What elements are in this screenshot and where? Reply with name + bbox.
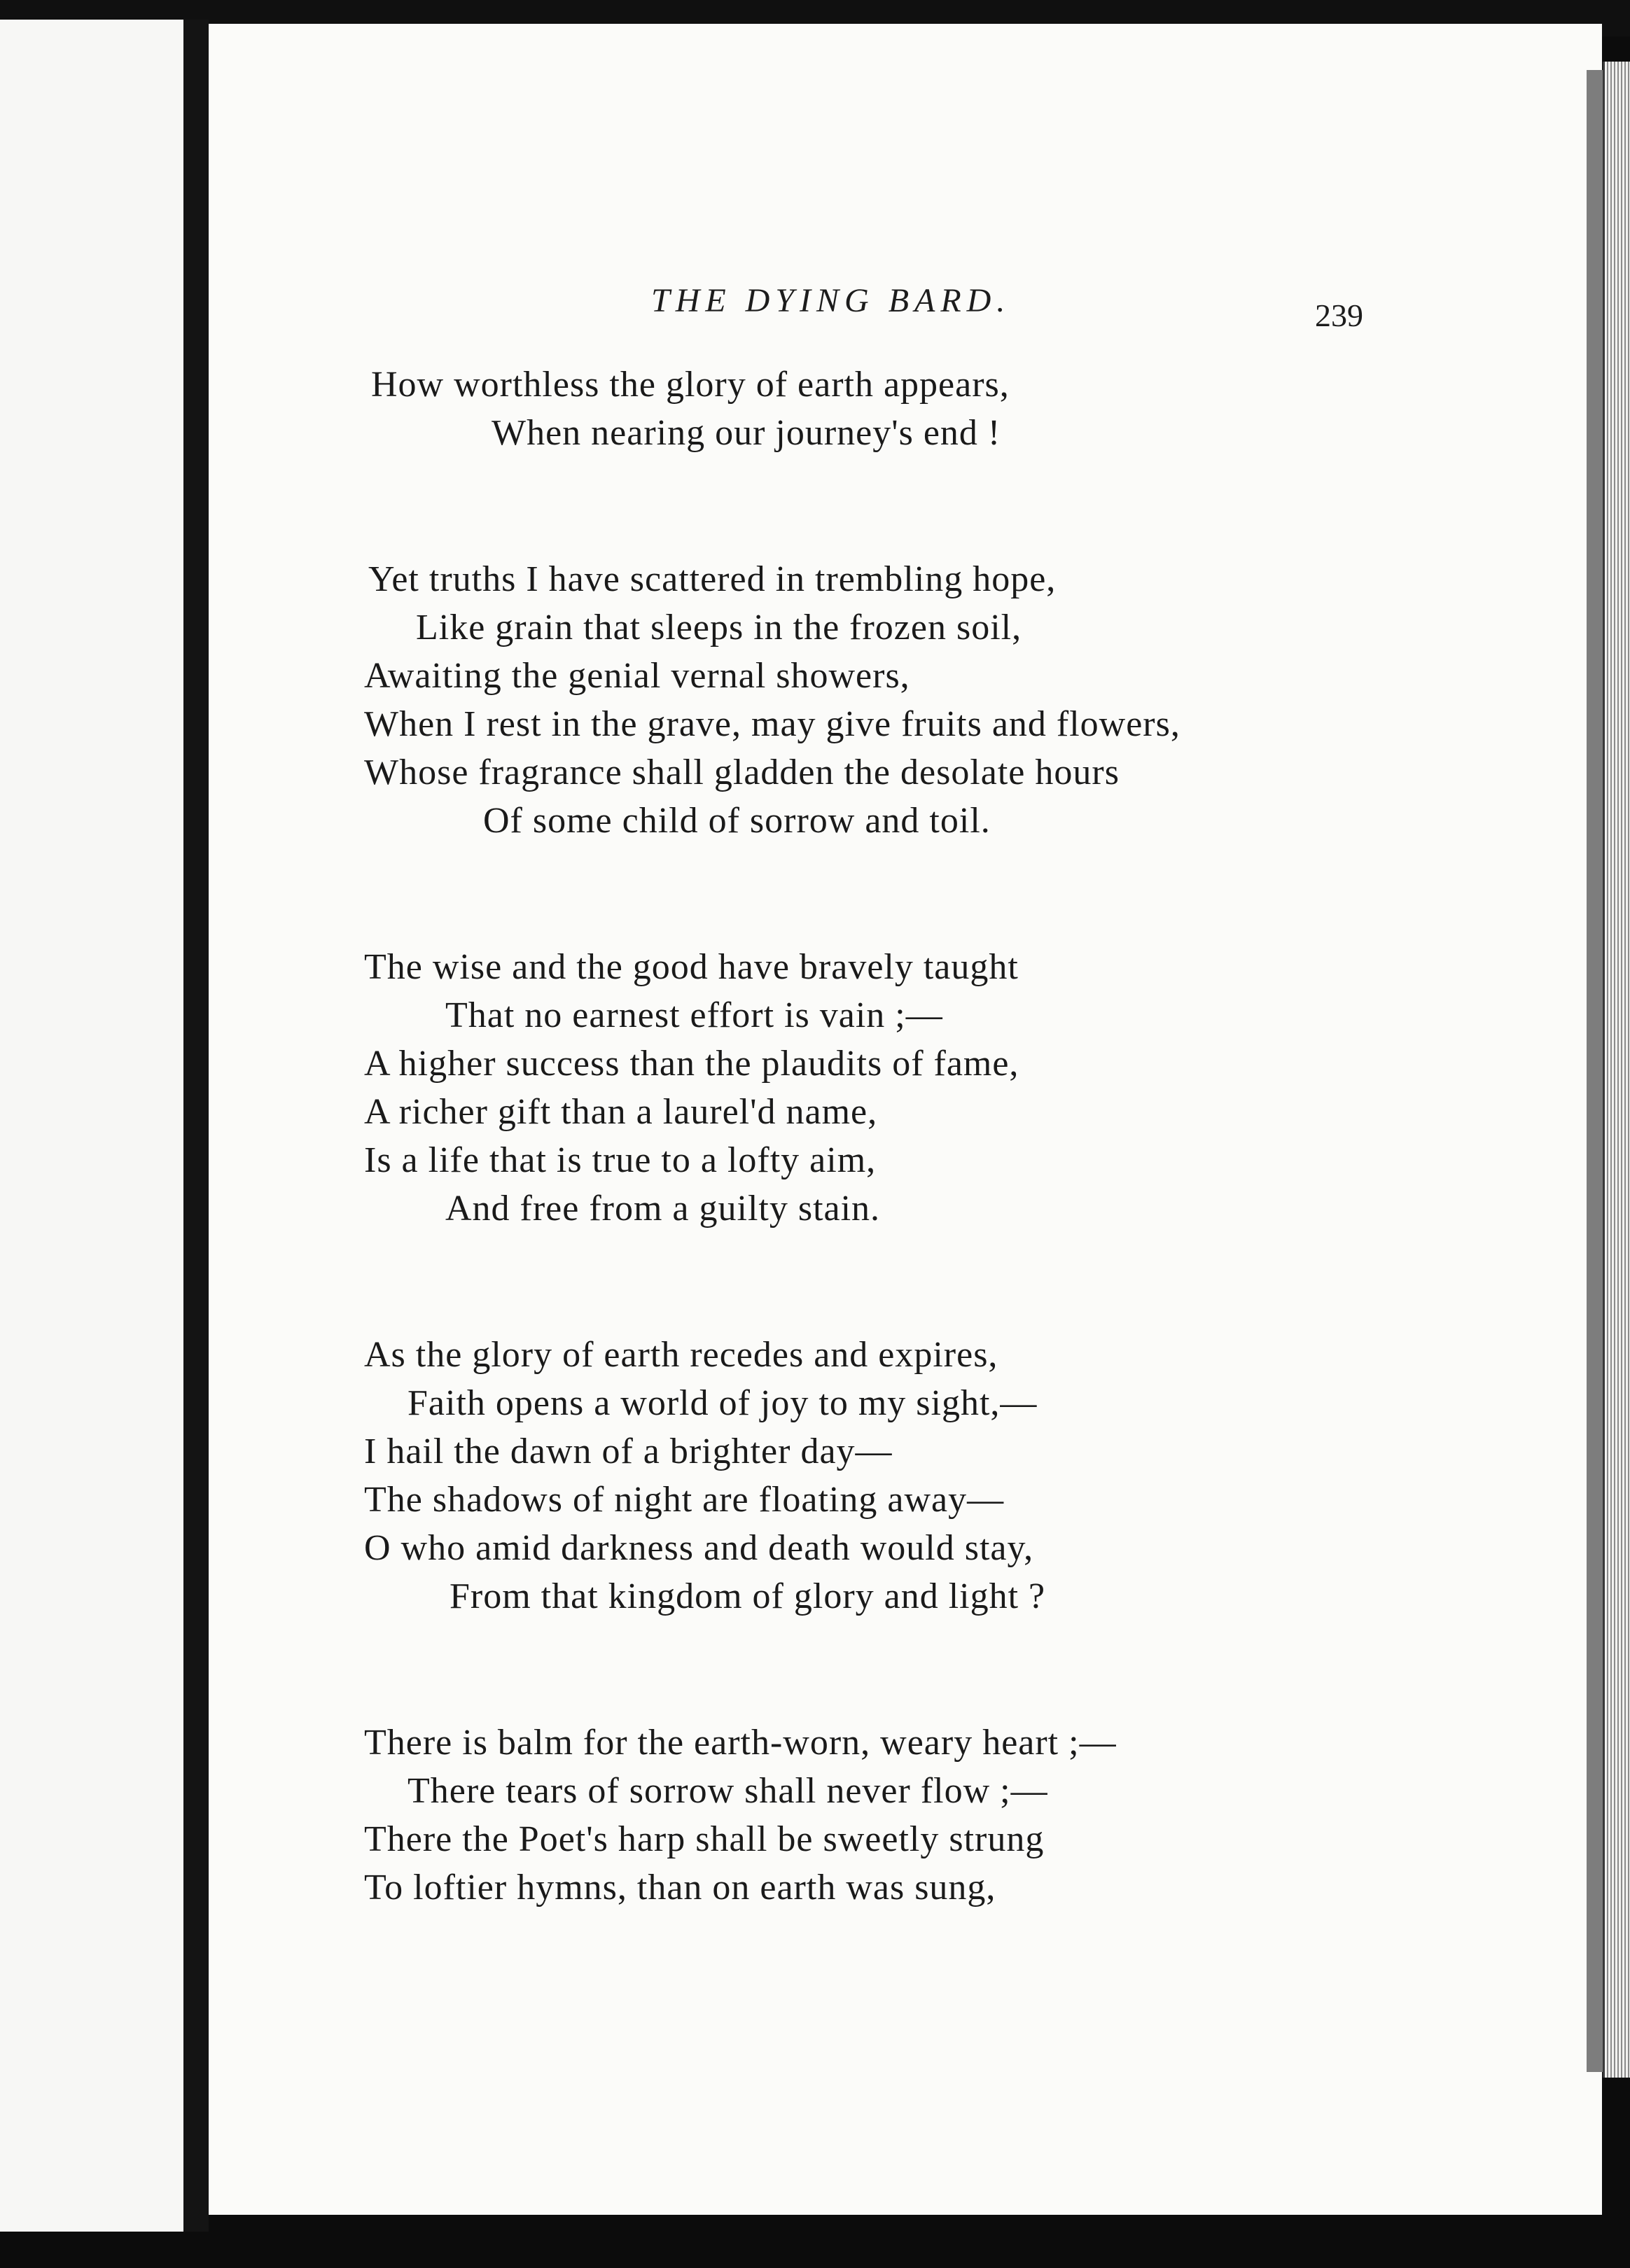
poem-line: And free from a guilty stain. bbox=[445, 1189, 881, 1228]
poem-line: From that kingdom of glory and light ? bbox=[450, 1576, 1046, 1616]
poem-line: Whose fragrance shall gladden the desolate hours bbox=[364, 752, 1120, 792]
poem-line: As the glory of earth recedes and expires, bbox=[364, 1335, 998, 1375]
running-head-title: THE DYING BARD. bbox=[651, 282, 1011, 319]
poem-line: I hail the dawn of a brighter day— bbox=[364, 1432, 893, 1471]
poem-body bbox=[364, 360, 1414, 2010]
page-number: 239 bbox=[1315, 298, 1363, 333]
poem-line: Faith opens a world of joy to my sight,— bbox=[408, 1383, 1038, 1423]
poem-line: When I rest in the grave, may give fruits and flowers, bbox=[364, 704, 1180, 744]
stanza bbox=[364, 555, 1414, 845]
poem-line: That no earnest effort is vain ;— bbox=[445, 995, 943, 1035]
poem-line: A higher success than the plaudits of fame, bbox=[364, 1044, 1019, 1084]
poem-line: O who amid darkness and death would stay, bbox=[364, 1528, 1034, 1568]
poem-line: Like grain that sleeps in the frozen soil, bbox=[416, 608, 1022, 648]
poem-line: Awaiting the genial vernal showers, bbox=[364, 656, 910, 696]
stanza bbox=[364, 943, 1414, 1233]
poem-line: When nearing our journey's end ! bbox=[492, 413, 1001, 453]
stanza bbox=[364, 1331, 1414, 1620]
stanza bbox=[364, 360, 1414, 457]
poem-line: A richer gift than a laurel'd name, bbox=[364, 1092, 878, 1132]
poem-line: Of some child of sorrow and toil. bbox=[483, 801, 991, 841]
stanza bbox=[364, 1718, 1414, 1912]
poem-line: The wise and the good have bravely taught bbox=[364, 947, 1019, 987]
poem-line: The shadows of night are floating away— bbox=[364, 1480, 1005, 1520]
poem-line: How worthless the glory of earth appears, bbox=[371, 365, 1010, 405]
book-gutter bbox=[183, 20, 209, 2232]
poem-line: Is a life that is true to a lofty aim, bbox=[364, 1140, 877, 1180]
page-edge-stack bbox=[1603, 62, 1630, 2078]
poem-line: There the Poet's harp shall be sweetly strung bbox=[364, 1819, 1045, 1859]
poem-line: Yet truths I have scattered in trembling hope, bbox=[368, 559, 1057, 599]
poem-line: There tears of sorrow shall never flow ;— bbox=[408, 1771, 1048, 1811]
poem-line: To loftier hymns, than on earth was sung, bbox=[364, 1868, 996, 1907]
poem-line: There is balm for the earth-worn, weary heart ;— bbox=[364, 1723, 1117, 1763]
previous-page-edge bbox=[0, 20, 183, 2232]
